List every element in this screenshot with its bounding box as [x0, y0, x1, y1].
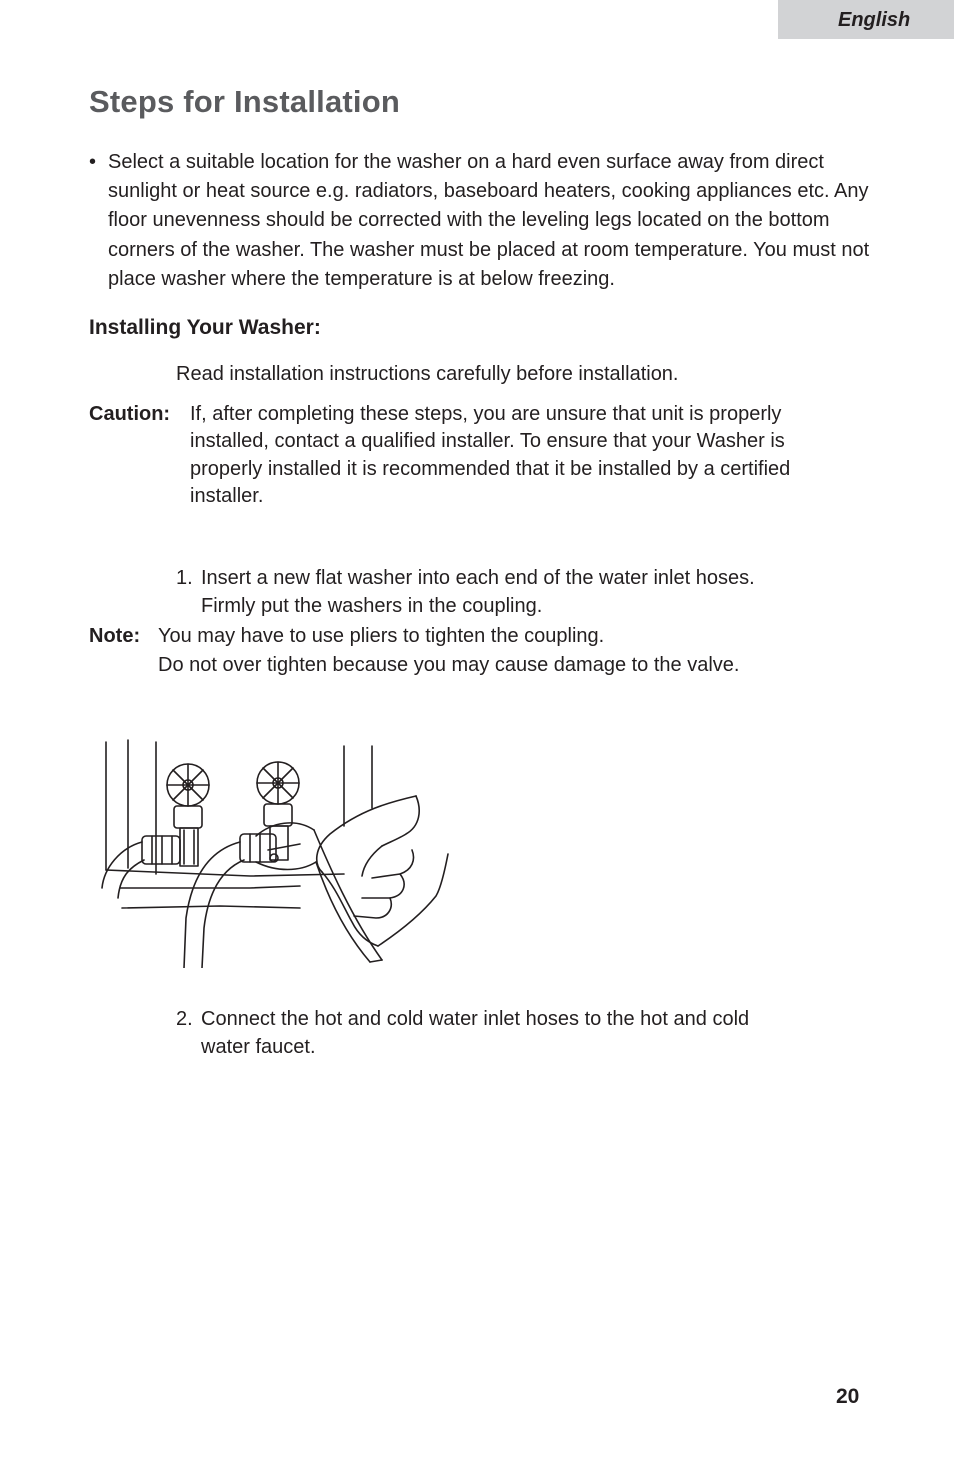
note-line-2: Do not over tighten because you may cause damage to the valve.	[158, 654, 740, 676]
installing-heading: Installing Your Washer:	[89, 316, 321, 339]
page-title: Steps for Installation	[89, 84, 400, 119]
page-number: 20	[836, 1385, 860, 1408]
pliers-coupling-illustration	[100, 738, 450, 968]
step-number: 1.	[176, 567, 193, 589]
step-text: Insert a new flat washer into each end of the water inlet hoses. Firmly put the washers in the coupling.	[201, 567, 755, 617]
step-text: Connect the hot and cold water inlet hoses to the hot and cold water faucet.	[201, 1008, 750, 1058]
step-2	[176, 1006, 756, 1061]
note-text	[158, 622, 858, 680]
read-instructions-text: Read installation instructions carefully before installation.	[176, 363, 679, 385]
location-bullet-text: Select a suitable location for the washer on a hard even surface away from direct sunlight or heat source e.g. radiators, baseboard heaters, cooking appliances etc. Any floor unevenness should be corrected with the leveling legs located on the bottom corners of the washer. The washer must be placed at room temperature. You must not place washer where the temperature is at below freezing.	[108, 151, 870, 290]
location-bullet	[89, 148, 879, 294]
step-number: 2.	[176, 1008, 193, 1030]
language-tab: English	[778, 0, 954, 39]
caution-label: Caution:	[89, 403, 171, 425]
caution-text: If, after completing these steps, you are unsure that unit is properly installed, contact a qualified installer. To ensure that your Washer is properly installed it is recommended that it be installed by a certified installer.	[190, 403, 791, 507]
note-label: Note:	[89, 625, 141, 647]
step-1	[176, 565, 796, 620]
bullet-marker: •	[89, 151, 97, 173]
note-line-1: You may have to use pliers to tighten the coupling.	[158, 625, 605, 647]
